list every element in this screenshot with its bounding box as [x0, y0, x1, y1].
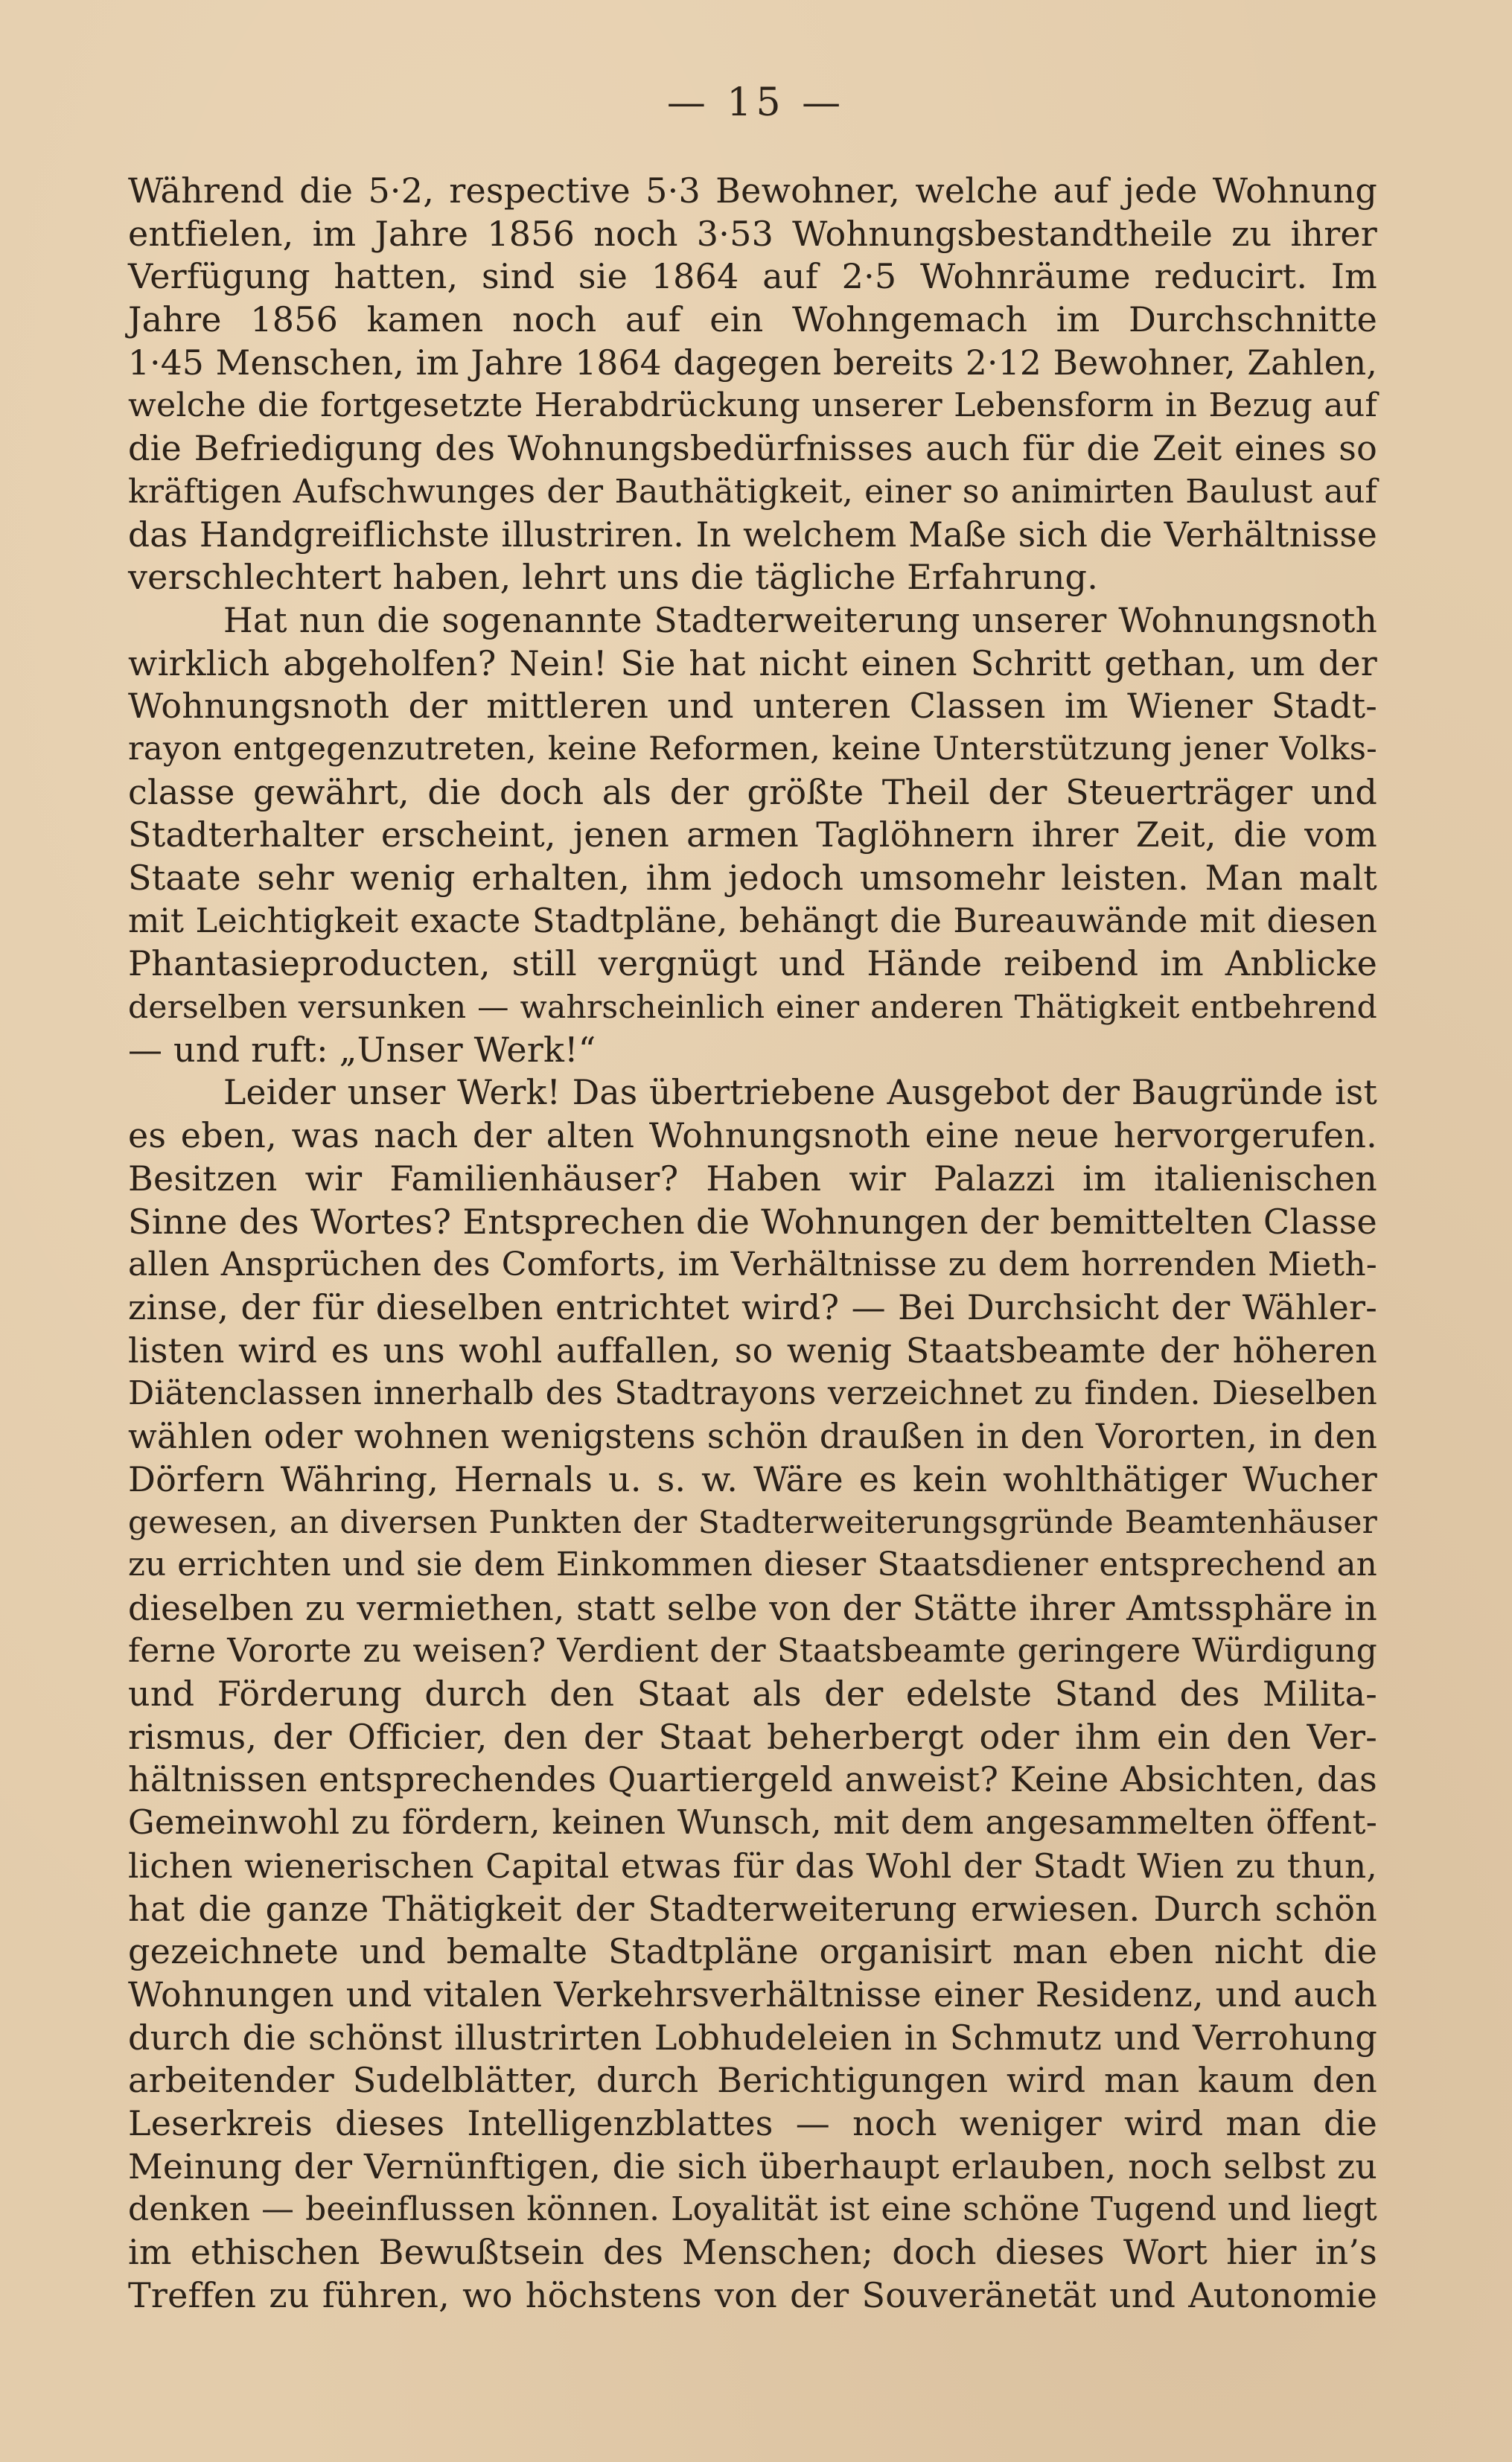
text-line: hat die ganze Thätigkeit der Stadterweiterung erwiesen. Durch schön [128, 1888, 1377, 1929]
text-line: Stadterhalter erscheint, jenen armen Taglöhnern ihrer Zeit, die vom [128, 814, 1377, 855]
text-line: gewesen, an diversen Punkten der Stadterweiterungsgründe Beamtenhäuser [128, 1504, 1377, 1541]
text-line: hältnissen entsprechendes Quartiergeld anweist? Keine Absichten, das [128, 1759, 1377, 1800]
text-line: Gemeinwohl zu fördern, keinen Wunsch, mit dem angesammelten öffent- [128, 1803, 1377, 1843]
text-line: arbeitender Sudelblätter, durch Berichtigungen wird man kaum den [128, 2060, 1377, 2101]
text-line: es eben, was nach der alten Wohnungsnoth eine neue hervorgerufen. [128, 1115, 1377, 1156]
text-line: Phantasieproducten, still vergnügt und Hände reibend im Anblicke [128, 943, 1377, 984]
text-line: Wohnungsnoth der mittleren und unteren Classen im Wiener Stadt- [128, 686, 1377, 727]
text-line: Wohnungen und vitalen Verkehrsverhältnisse einer Residenz, und auch [128, 1974, 1377, 2015]
text-line: denken — beeinflussen können. Loyalität ist eine schöne Tugend und liegt [128, 2190, 1377, 2229]
text-line: — und ruft: „Unser Werk!“ [128, 1029, 596, 1070]
text-line: derselben versunken — wahrscheinlich einer anderen Thätigkeit entbehrend [128, 989, 1377, 1026]
text-line: classe gewährt, die doch als der größte Theil der Steuerträger und [128, 771, 1377, 812]
text-line: Sinne des Wortes? Entsprechen die Wohnungen der bemittelten Classe [128, 1201, 1377, 1242]
text-line: listen wird es uns wohl auffallen, so wenig Staatsbeamte der höheren [128, 1330, 1377, 1371]
paragraph-start-line: Leider unser Werk! Das übertriebene Ausgebot der Baugründe ist [223, 1073, 1377, 1113]
body-text [128, 170, 1377, 2317]
text-line: 1·45 Menschen, im Jahre 1864 dagegen bereits 2·12 Bewohner, Zahlen, [128, 342, 1377, 383]
text-line: rayon entgegenzutreten, keine Reformen, keine Unterstützung jener Volks- [128, 730, 1377, 768]
text-line: rismus, der Officier, den der Staat beherbergt oder ihm ein den Ver- [128, 1716, 1377, 1757]
text-line: Besitzen wir Familienhäuser? Haben wir Palazzi im italienischen [128, 1158, 1377, 1199]
text-line: lichen wienerischen Capital etwas für das Wohl der Stadt Wien zu thun, [128, 1846, 1377, 1886]
text-line: die Befriedigung des Wohnungsbedürfnisses auch für die Zeit eines so [128, 428, 1377, 469]
text-line: dieselben zu vermiethen, statt selbe von der Stätte ihrer Amtssphäre in [128, 1588, 1377, 1628]
text-line: Während die 5·2, respective 5·3 Bewohner, welche auf jede Wohnung [128, 170, 1377, 211]
paragraph-start-line: Hat nun die sogenannte Stadterweiterung unserer Wohnungsnoth [223, 600, 1377, 640]
text-line: ferne Vororte zu weisen? Verdient der Staatsbeamte geringere Würdigung [128, 1632, 1377, 1671]
text-line: allen Ansprüchen des Comforts, im Verhältnisse zu dem horrenden Mieth- [128, 1246, 1377, 1284]
text-line: Diätenclassen innerhalb des Stadtrayons verzeichnet zu finden. Dieselben [128, 1374, 1377, 1413]
text-line: Meinung der Vernünftigen, die sich überhaupt erlauben, noch selbst zu [128, 2146, 1377, 2187]
text-line: durch die schönst illustrirten Lobhudeleien in Schmutz und Verrohung [128, 2017, 1377, 2058]
text-line: im ethischen Bewußtsein des Menschen; doch dieses Wort hier in’s [128, 2232, 1377, 2272]
text-line: Verfügung hatten, sind sie 1864 auf 2·5 Wohnräume reducirt. Im [128, 256, 1377, 297]
text-line: Jahre 1856 kamen noch auf ein Wohngemach im Durchschnitte [128, 299, 1377, 340]
text-line: das Handgreiflichste illustriren. In welchem Maße sich die Verhältnisse [128, 514, 1377, 555]
text-line: Dörfern Währing, Hernals u. s. w. Wäre es kein wohlthätiger Wucher [128, 1458, 1377, 1499]
text-line: gezeichnete und bemalte Stadtpläne organisirt man eben nicht die [128, 1931, 1377, 1972]
text-line: Leserkreis dieses Intelligenzblattes — noch weniger wird man die [128, 2102, 1377, 2143]
text-line: verschlechtert haben, lehrt uns die tägliche Erfahrung. [128, 557, 1099, 598]
text-line: Staate sehr wenig erhalten, ihm jedoch umsomehr leisten. Man malt [128, 858, 1377, 898]
page-number: — 15 — [666, 80, 846, 125]
text-line: welche die fortgesetzte Herabdrückung unserer Lebensform in Bezug auf [128, 386, 1377, 425]
text-line: und Förderung durch den Staat als der edelste Stand des Milita- [128, 1674, 1377, 1715]
text-line: wählen oder wohnen wenigstens schön draußen in den Vororten, in den [128, 1416, 1377, 1456]
text-line: zu errichten und sie dem Einkommen dieser Staatsdiener entsprechend an [128, 1546, 1377, 1584]
text-line: entfielen, im Jahre 1856 noch 3·53 Wohnungsbestandtheile zu ihrer [128, 213, 1377, 254]
text-line: mit Leichtigkeit exacte Stadtpläne, behängt die Bureauwände mit diesen [128, 901, 1377, 940]
text-line: wirklich abgeholfen? Nein! Sie hat nicht einen Schritt gethan, um der [128, 642, 1377, 683]
text-line: Treffen zu führen, wo höchstens von der Souveränetät und Autonomie [128, 2274, 1377, 2315]
text-line: kräftigen Aufschwunges der Bauthätigkeit, einer so animirten Baulust auf [128, 472, 1377, 511]
text-line: zinse, der für dieselben entrichtet wird? — Bei Durchsicht der Wähler- [128, 1286, 1377, 1327]
